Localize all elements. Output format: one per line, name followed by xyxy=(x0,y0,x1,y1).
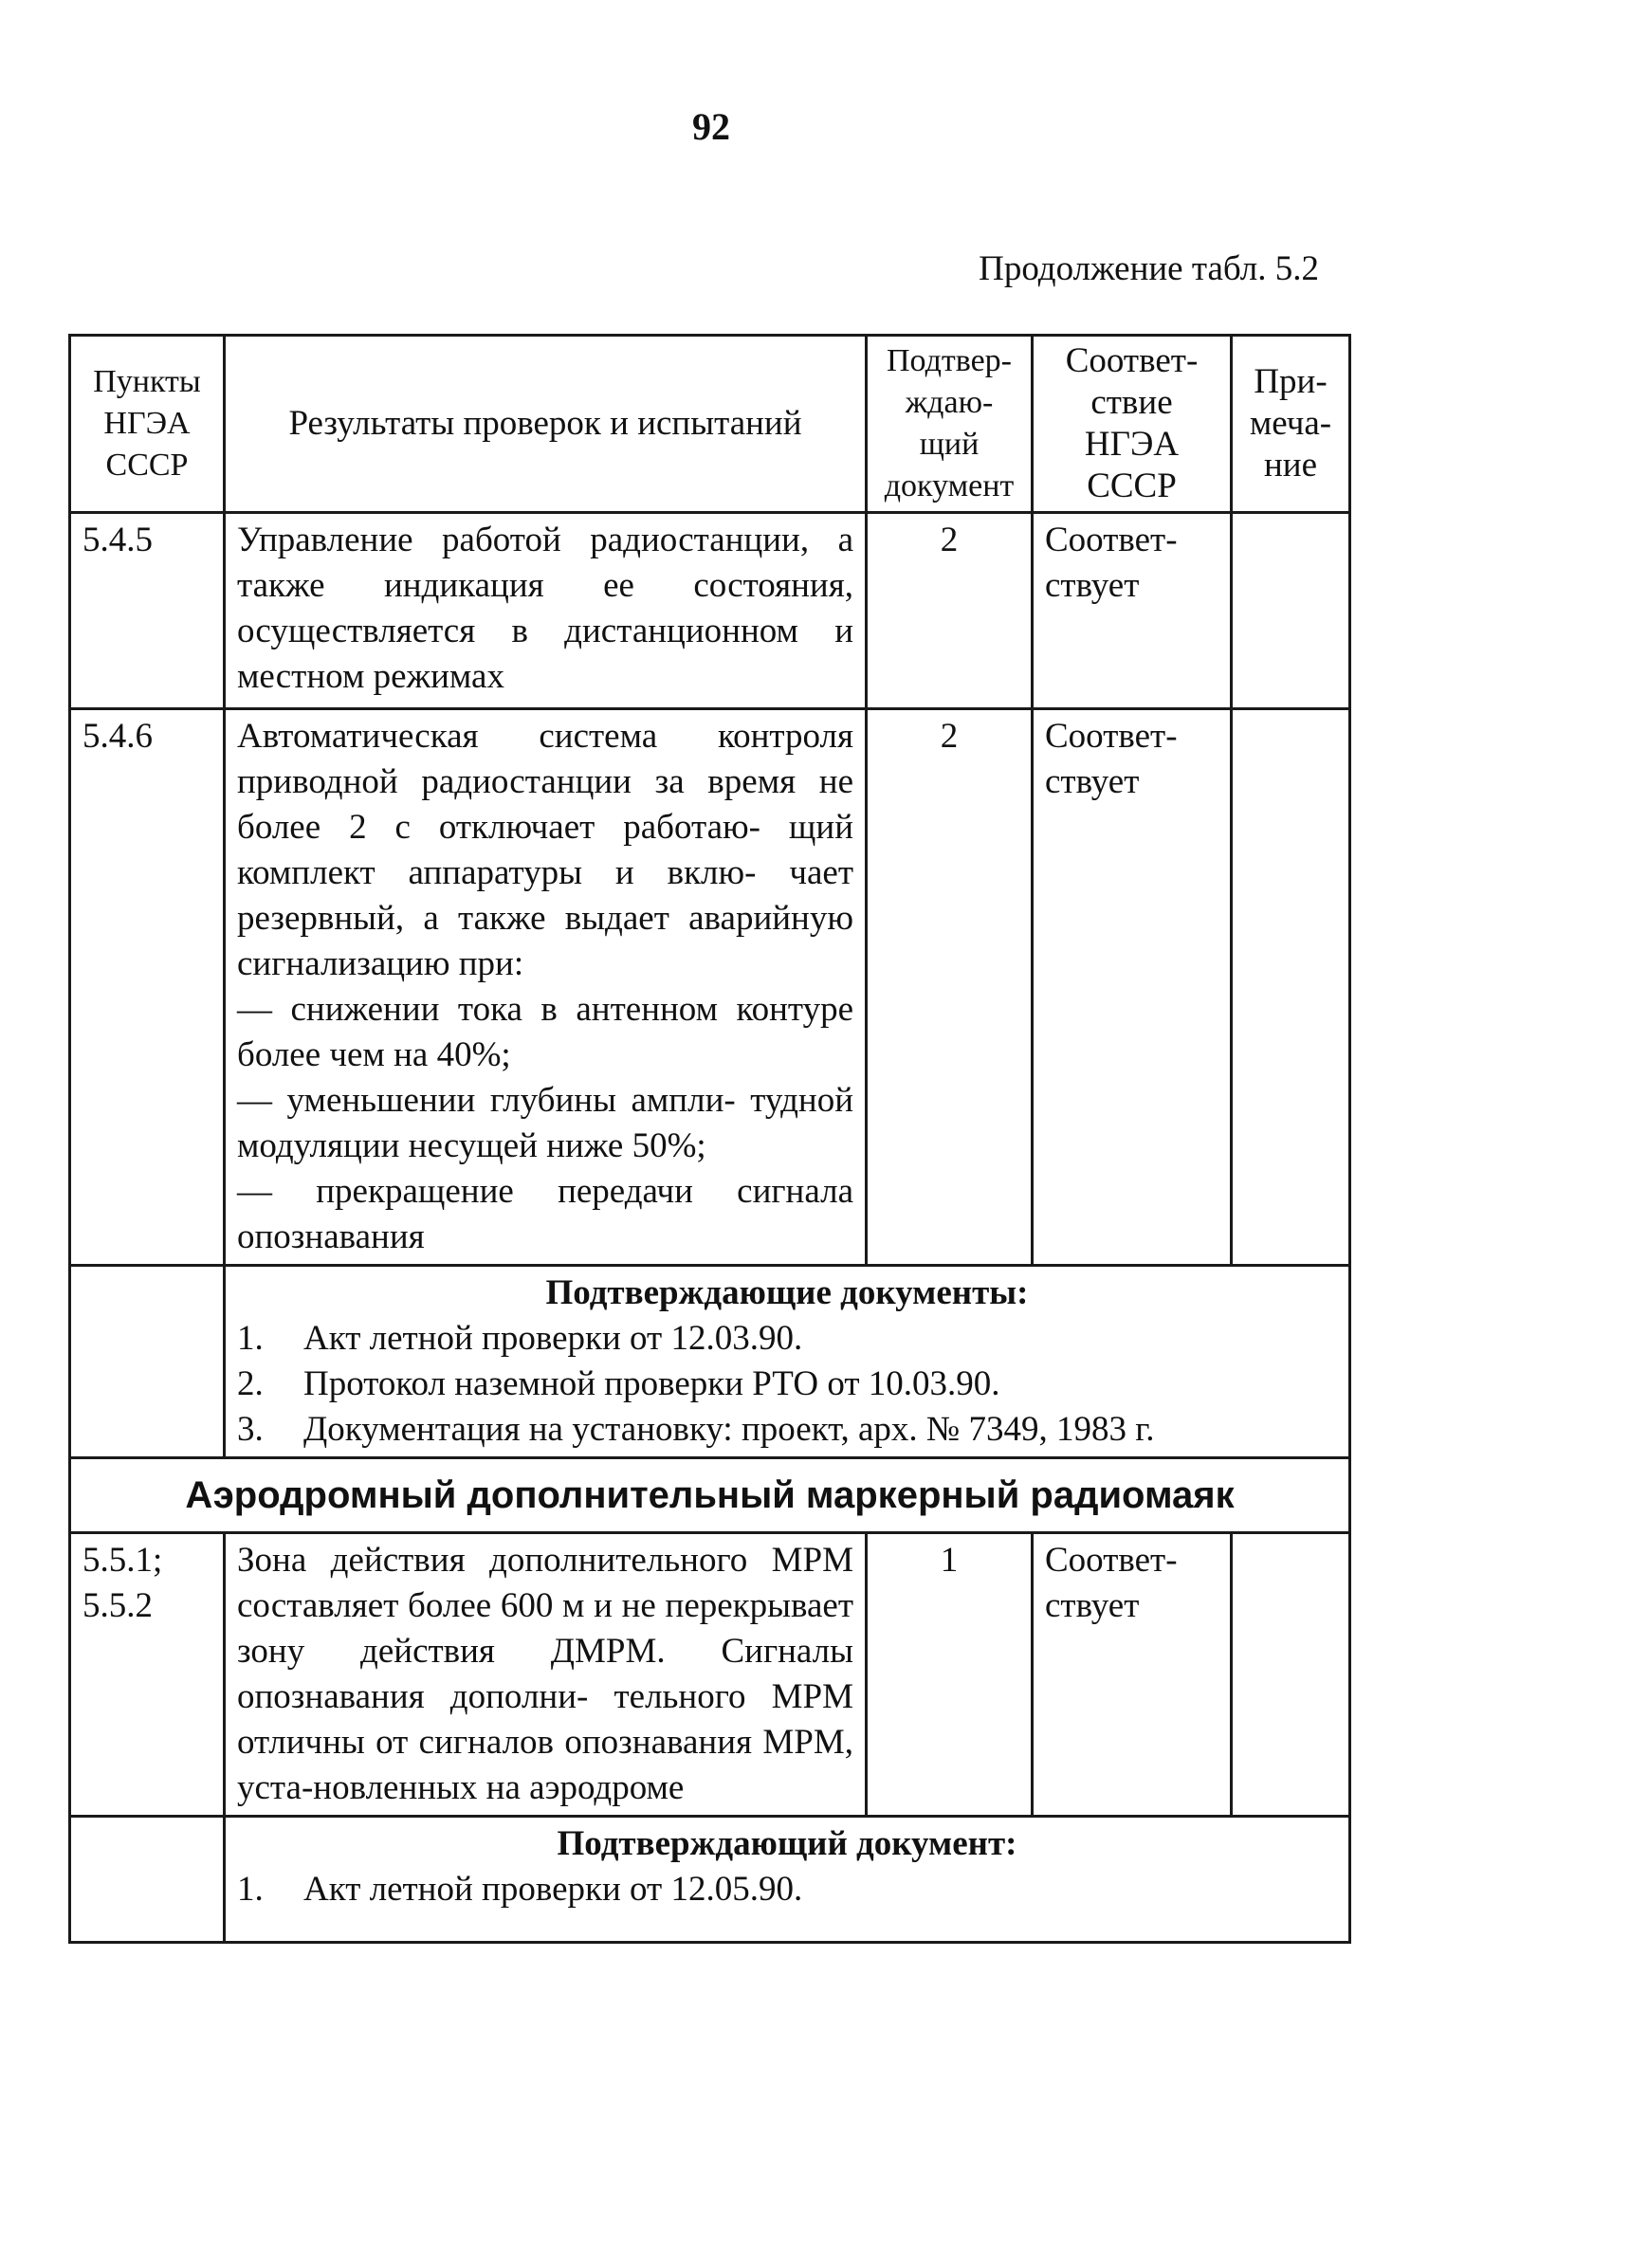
condition-item: — прекращение передачи сигнала опознавания xyxy=(237,1172,853,1256)
table-row xyxy=(70,709,1350,1266)
table-row xyxy=(70,513,1350,709)
empty-cell xyxy=(70,1817,225,1943)
result-cell: Управление работой радиостанции, а также индикация ее состояния, осуществляется в дистанционном и местном режимах xyxy=(225,513,867,709)
condition-item: — снижении тока в антенном контуре более чем на 40%; xyxy=(237,990,853,1074)
documents-row xyxy=(70,1817,1350,1943)
table-row xyxy=(70,1533,1350,1817)
list-item xyxy=(237,1867,1337,1912)
item-number: 2. xyxy=(237,1364,264,1403)
table-caption: Продолжение табл. 5.2 xyxy=(979,249,1319,288)
document-cell: 2 xyxy=(867,513,1033,709)
result-cell xyxy=(225,709,867,1266)
clause-cell: 5.4.6 xyxy=(70,709,225,1266)
section-row xyxy=(70,1458,1350,1533)
page-number: 92 xyxy=(692,105,730,148)
header-results: Результаты проверок и испытаний xyxy=(225,336,867,513)
clause-cell: 5.4.5 xyxy=(70,513,225,709)
documents-title: Подтверждающие документы: xyxy=(545,1273,1029,1312)
header-clauses: Пункты НГЭА СССР xyxy=(70,336,225,513)
result-text: Автоматическая система контроля приводной радиостанции за время не более 2 с отключает работаю- щий комплект аппаратуры и вклю- чает резервный, а также выдает аварийную сигнализацию при: xyxy=(237,717,853,983)
compliance-cell: Соответ- ствует xyxy=(1033,1533,1232,1817)
compliance-cell: Соответ- ствует xyxy=(1033,709,1232,1266)
list-item xyxy=(237,1316,1337,1362)
note-cell xyxy=(1232,1533,1350,1817)
note-cell xyxy=(1232,709,1350,1266)
header-compliance: Соответ- ствие НГЭА СССР xyxy=(1033,336,1232,513)
note-cell xyxy=(1232,513,1350,709)
list-item xyxy=(237,1407,1337,1453)
result-cell: Зона действия дополнительного МРМ составляет более 600 м и не перекрывает зону действия ДМРМ. Сигналы опознавания дополни- тельного МРМ отличны от сигналов опознавания МРМ, уста-новленных на аэродроме xyxy=(225,1533,867,1817)
item-number: 1. xyxy=(237,1870,264,1909)
header-document: Подтвер- ждаю- щий документ xyxy=(867,336,1033,513)
item-number: 1. xyxy=(237,1319,264,1358)
item-text: Акт летной проверки от 12.03.90. xyxy=(303,1319,803,1358)
document-cell: 2 xyxy=(867,709,1033,1266)
compliance-cell: Соответ- ствует xyxy=(1033,513,1232,709)
item-text: Акт летной проверки от 12.05.90. xyxy=(303,1870,803,1909)
documents-cell xyxy=(225,1266,1350,1458)
documents-title: Подтверждающий документ: xyxy=(557,1824,1017,1863)
table-header-row xyxy=(70,336,1350,513)
clause-cell: 5.5.1; 5.5.2 xyxy=(70,1533,225,1817)
condition-item: — уменьшении глубины ампли- тудной модуляции несущей ниже 50%; xyxy=(237,1081,853,1165)
list-item xyxy=(237,1362,1337,1407)
documents-row xyxy=(70,1266,1350,1458)
item-number: 3. xyxy=(237,1410,264,1449)
item-text: Документация на установку: проект, арх. № 7349, 1983 г. xyxy=(303,1410,1155,1449)
documents-list xyxy=(237,1316,1337,1453)
document-cell: 1 xyxy=(867,1533,1033,1817)
documents-list xyxy=(237,1867,1337,1912)
section-title: Аэродромный дополнительный маркерный радиомаяк xyxy=(70,1458,1350,1533)
header-note: При- меча- ние xyxy=(1232,336,1350,513)
compliance-table xyxy=(68,334,1351,1944)
empty-cell xyxy=(70,1266,225,1458)
item-text: Протокол наземной проверки РТО от 10.03.90. xyxy=(303,1364,1000,1403)
documents-cell xyxy=(225,1817,1350,1943)
